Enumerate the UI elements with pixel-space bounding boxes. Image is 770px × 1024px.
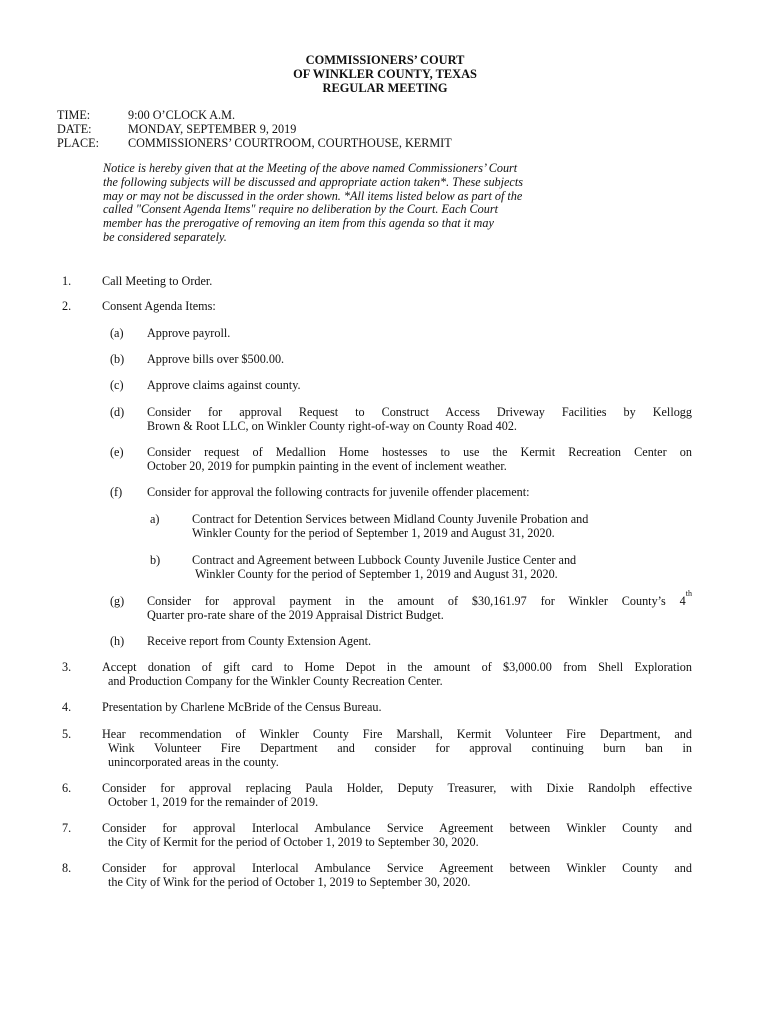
item-text: Presentation by Charlene McBride of the Census Bureau. <box>102 700 382 714</box>
item-number: (e) <box>110 445 124 459</box>
item-number: 6. <box>62 781 72 795</box>
item-text-line: unincorporated areas in the county. <box>108 755 279 769</box>
item-text-line: Accept donation of gift card to Home Depot in the amount of $3,000.00 from Shell Exploration <box>102 660 692 674</box>
place-row <box>57 136 452 150</box>
item-text-block <box>192 553 682 581</box>
item-number: (d) <box>110 405 125 419</box>
item-text-line: Contract and Agreement between Lubbock County Juvenile Justice Center and <box>192 553 577 567</box>
item-text-line: Winkler County for the period of September 1, 2019 and August 31, 2020. <box>195 567 558 581</box>
place-label: PLACE: <box>57 136 99 150</box>
item-text-block <box>102 781 692 809</box>
item-text-line: Wink Volunteer Fire Department and consider for approval continuing burn ban in <box>108 741 692 755</box>
item-text: Call Meeting to Order. <box>102 274 213 288</box>
item-text-block <box>102 861 692 889</box>
item-text: Approve claims against county. <box>147 378 301 392</box>
item-number: (b) <box>110 352 125 366</box>
item-text-line: Hear recommendation of Winkler County Fire Marshall, Kermit Volunteer Fire Department, and <box>102 727 692 741</box>
item-text-line: the City of Kermit for the period of October 1, 2019 to September 30, 2020. <box>108 835 479 849</box>
item-text: Receive report from County Extension Agent. <box>147 634 372 648</box>
item-number: 1. <box>62 274 72 288</box>
item-number: (g) <box>110 594 125 608</box>
item-text-line: Winkler County for the period of September 1, 2019 and August 31, 2020. <box>192 526 555 540</box>
item-text-line: Brown & Root LLC, on Winkler County right-of-way on County Road 402. <box>147 419 517 433</box>
date-row <box>57 122 452 136</box>
item-text: Consider for approval the following contracts for juvenile offender placement: <box>147 485 530 499</box>
item-text-block <box>147 589 692 622</box>
item-text-line: Contract for Detention Services between Midland County Juvenile Probation and <box>192 512 589 526</box>
time-value: 9:00 O’CLOCK A.M. <box>128 108 235 122</box>
document-header <box>0 53 770 95</box>
time-label: TIME: <box>57 108 91 122</box>
header-line-1: COMMISSIONERS’ COURT <box>305 53 465 67</box>
item-text-block <box>102 821 692 849</box>
notice-paragraph <box>103 162 643 245</box>
item-text-line: Quarter pro-rate share of the 2019 Appraisal District Budget. <box>147 608 444 622</box>
notice-line: Notice is hereby given that at the Meeting of the above named Commissioners’ Court <box>103 161 518 175</box>
item-text-block <box>102 660 692 688</box>
item-number: 4. <box>62 700 72 714</box>
item-number: 8. <box>62 861 72 875</box>
item-number: (c) <box>110 378 124 392</box>
header-line-2: OF WINKLER COUNTY, TEXAS <box>293 67 477 81</box>
notice-line: member has the prerogative of removing an item from this agenda so that it may <box>103 216 494 231</box>
item-text-segment: Consider for approval payment in the amount of $30,161.97 for Winkler County’s 4 <box>147 594 686 608</box>
item-number: (f) <box>110 485 123 499</box>
place-value: COMMISSIONERS’ COURTROOM, COURTHOUSE, KERMIT <box>128 136 452 150</box>
item-text: Consent Agenda Items: <box>102 299 216 313</box>
item-text-line: Consider for approval Interlocal Ambulance Service Agreement between Winkler County and <box>102 821 692 835</box>
item-number: a) <box>150 512 160 526</box>
item-text-block <box>147 445 692 473</box>
item-text-line: the City of Wink for the period of October 1, 2019 to September 30, 2020. <box>108 875 471 889</box>
item-number: (h) <box>110 634 125 648</box>
notice-line: may or may not be discussed in the order shown. *All items listed below as part of the <box>103 188 523 203</box>
notice-line: be considered separately. <box>103 229 227 244</box>
item-number: b) <box>150 553 161 567</box>
item-number: (a) <box>110 326 124 340</box>
item-text-line: Consider for approval Interlocal Ambulance Service Agreement between Winkler County and <box>102 861 692 875</box>
item-text-line: Consider request of Medallion Home hostesses to use the Kermit Recreation Center on <box>147 445 692 459</box>
item-number: 2. <box>62 299 72 313</box>
item-number: 3. <box>62 660 72 674</box>
notice-line: the following subjects will be discussed and appropriate action taken*. These subjects <box>103 174 523 189</box>
time-row <box>57 108 452 122</box>
item-text-line: Consider for approval replacing Paula Holder, Deputy Treasurer, with Dixie Randolph effective <box>102 781 692 795</box>
meeting-details <box>57 108 452 150</box>
item-text-line <box>147 589 692 608</box>
header-line-3: REGULAR MEETING <box>322 81 448 95</box>
item-text-block <box>147 405 692 433</box>
item-text: Approve payroll. <box>147 326 231 340</box>
item-text-line: October 1, 2019 for the remainder of 2019. <box>108 795 319 809</box>
notice-line: called "Consent Agenda Items" require no deliberation by the Court. Each Court <box>103 202 498 217</box>
item-text-line: and Production Company for the Winkler County Recreation Center. <box>108 674 443 688</box>
item-text-line: October 20, 2019 for pumpkin painting in the event of inclement weather. <box>147 459 507 473</box>
item-number: 7. <box>62 821 72 835</box>
ordinal-suffix: th <box>685 589 692 598</box>
item-number: 5. <box>62 727 72 741</box>
item-text: Approve bills over $500.00. <box>147 352 285 366</box>
date-value: MONDAY, SEPTEMBER 9, 2019 <box>128 122 297 136</box>
item-text-block <box>102 727 692 769</box>
date-label: DATE: <box>57 122 92 136</box>
item-text-line: Consider for approval Request to Construct Access Driveway Facilities by Kellogg <box>147 405 692 419</box>
item-text-block <box>192 512 682 540</box>
